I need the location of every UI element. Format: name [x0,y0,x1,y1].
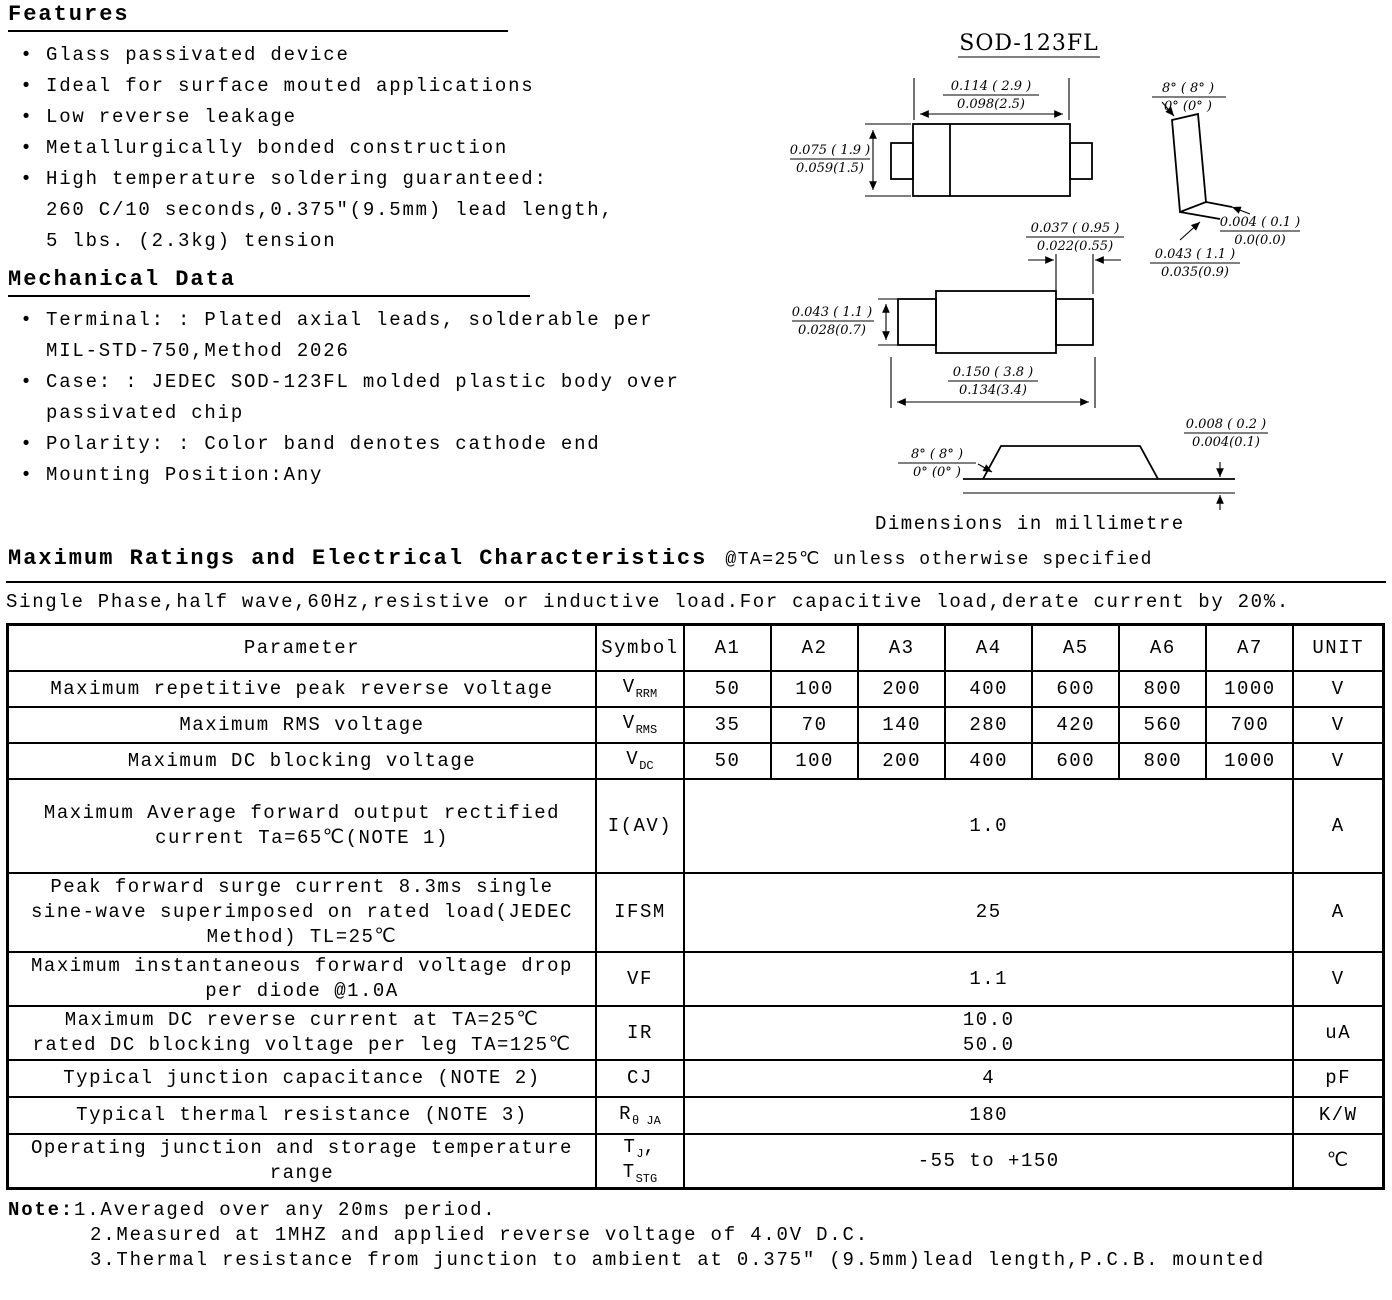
dim-total-width-inch: 0.150 ( 3.8 ) [952,365,1034,380]
bullet-icon: • [20,168,34,190]
bottom-right-pad [1056,299,1093,345]
unit-cell: V [1293,743,1383,779]
feature-text: 5 lbs. (2.3kg) tension [46,230,337,252]
ratings-subtitle: @TA=25℃ unless otherwise specified [725,550,1153,570]
feature-text: Low reverse leakage [46,106,297,128]
col-a3: A3 [858,625,945,671]
dim-total-width-mm: 0.134(3.4) [958,383,1028,398]
dim-pad-height-inch: 0.043 ( 1.1 ) [791,305,873,320]
table-row [8,707,1384,743]
value-cell: 800 [1119,671,1206,707]
table-row [8,671,1384,707]
bullet-icon: • [20,75,34,97]
value-cell: 1000 [1206,743,1293,779]
value-cell: 25 [684,873,1293,952]
side-profile [1172,114,1206,212]
symbol-cell: IFSM [596,873,684,952]
bullet-icon: • [20,106,34,128]
table-row [8,743,1384,779]
dim-standoff-mm: 0.004(0.1) [1191,435,1261,450]
dim-lead-angle-bottom-max: 8° ( 8° ) [910,447,964,462]
list-item [8,40,780,71]
left-lead [891,143,913,179]
dim-pad-height [792,299,898,345]
symbol-cell: CJ [596,1060,684,1097]
value-cell: 1.1 [684,952,1293,1006]
ratings-title: Maximum Ratings and Electrical Characteristics [8,546,708,571]
symbol-cell: $V_{DC}$ [596,743,684,779]
value-cell: 180 [684,1097,1293,1134]
symbol-cell: IR [596,1006,684,1060]
param-cell: Maximum repetitive peak reverse voltage [8,671,596,707]
list-item [8,460,780,491]
mechanical-list [8,305,780,491]
value-cell: 200 [858,671,945,707]
param-cell: Maximum RMS voltage [8,707,596,743]
param-cell: Peak forward surge current 8.3ms single sine-wave superimposed on rated load(JEDEC Method) TL=25℃ [8,873,596,952]
col-a1: A1 [684,625,771,671]
dim-lead-thickness-inch: 0.004 ( 0.1 ) [1219,215,1301,230]
table-row [8,1097,1384,1134]
note-text: 2.Measured at 1MHZ and applied reverse voltage of 4.0V D.C. [90,1223,869,1246]
dim-lead-thickness [1220,207,1300,248]
dim-lead-angle-top-max: 8° ( 8° ) [1161,81,1215,96]
note-text: 1.Averaged over any 20ms period. [74,1198,497,1221]
list-item [8,71,780,102]
param-cell: Typical junction capacitance (NOTE 2) [8,1060,596,1097]
value-cell: 4 [684,1060,1293,1097]
features-title: Features [8,2,508,32]
unit-cell: K/W [1293,1097,1383,1134]
bullet-icon: • [20,433,34,455]
unit-cell: A [1293,873,1383,952]
load-condition-text: Single Phase,half wave,60Hz,resistive or inductive load.For capacitive load,derate current by 20%. [6,581,1386,613]
symbol-cell: VF [596,952,684,1006]
table-row [8,952,1384,1006]
table-row [8,1006,1384,1060]
dim-body-height-mm: 0.059(1.5) [795,161,865,176]
unit-cell: uA [1293,1006,1383,1060]
note-text: 3.Thermal resistance from junction to ambient at 0.375″ (9.5mm)lead length,P.C.B. mounted [90,1248,1265,1271]
feature-text: Metallurgically bonded construction [46,137,509,159]
package-drawing [780,26,1392,544]
value-cell: 35 [684,707,771,743]
col-a2: A2 [771,625,858,671]
dim-body-width-inch: 0.114 ( 2.9 ) [950,79,1032,94]
value-cell: 420 [1032,707,1119,743]
package-body [913,124,1070,196]
unit-cell: A [1293,779,1383,873]
bullet-icon: • [20,371,34,393]
value-cell: 600 [1032,671,1119,707]
value-cell: 10.0 50.0 [684,1006,1293,1060]
dim-pad-height-mm: 0.028(0.7) [797,323,867,338]
dim-terminal-width-mm: 0.022(0.55) [1036,239,1114,254]
bottom-view [898,291,1093,353]
feature-text: 260 C/10 seconds,0.375″(9.5mm) lead length, [46,199,614,221]
dim-standoff [1184,417,1268,450]
value-cell: 50 [684,743,771,779]
dimensions-caption: Dimensions in millimetre [875,513,1185,535]
value-cell: -55 to +150 [684,1134,1293,1189]
ratings-heading [8,546,1386,571]
symbol-cell: I(AV) [596,779,684,873]
mech-text: Polarity: : Color band denotes cathode end [46,433,601,455]
col-symbol: Symbol [596,625,684,671]
param-cell: Maximum instantaneous forward voltage drop per diode @1.0A [8,952,596,1006]
bottom-body [936,291,1056,353]
dim-body-height [790,124,911,196]
value-cell: 50 [684,671,771,707]
feature-text: High temperature soldering guaranteed: [46,168,548,190]
package-title: SOD-123FL [959,31,1099,56]
side-view [1162,102,1232,219]
value-cell: 560 [1119,707,1206,743]
dim-terminal-width [1026,221,1124,294]
param-cell: Typical thermal resistance (NOTE 3) [8,1097,596,1134]
list-item [8,164,780,195]
ratings-table [6,623,1385,1190]
left-column [8,2,780,491]
bullet-icon: • [20,464,34,486]
col-a6: A6 [1119,625,1206,671]
dim-lead-angle-bottom-min: 0° (0° ) [913,465,961,480]
list-item [8,133,780,164]
mechanical-title: Mechanical Data [8,267,530,297]
dim-body-width-mm: 0.098(2.5) [956,97,1026,112]
table-row [8,1060,1384,1097]
list-item [8,429,780,460]
value-cell: 600 [1032,743,1119,779]
mech-text: MIL-STD-750,Method 2026 [46,340,350,362]
param-cell: Operating junction and storage temperature range [8,1134,596,1189]
seated-profile [983,446,1158,479]
value-cell: 100 [771,743,858,779]
value-cell: 400 [945,671,1032,707]
col-a4: A4 [945,625,1032,671]
symbol-cell: $V_{RRM}$ [596,671,684,707]
col-a7: A7 [1206,625,1293,671]
features-list [8,40,780,257]
mech-text: Case: : JEDEC SOD-123FL molded plastic body over [46,371,680,393]
bullet-icon: • [20,137,34,159]
list-item [8,102,780,133]
front-view [891,124,1092,196]
dim-terminal-width-inch: 0.037 ( 0.95 ) [1030,221,1120,236]
bullet-icon: • [20,309,34,331]
unit-cell: V [1293,671,1383,707]
dim-body-width [914,78,1069,120]
note-line [8,1198,1386,1223]
value-cell: 280 [945,707,1032,743]
param-cell: Maximum DC blocking voltage [8,743,596,779]
value-cell: 70 [771,707,858,743]
dim-terminal-height-inch: 0.043 ( 1.1 ) [1154,247,1236,262]
unit-cell: V [1293,952,1383,1006]
table-header-row [8,625,1384,671]
feature-text: Glass passivated device [46,44,350,66]
value-cell: 700 [1206,707,1293,743]
symbol-cell: $V_{RMS}$ [596,707,684,743]
col-a5: A5 [1032,625,1119,671]
dim-lead-angle-bottom [898,447,992,480]
value-cell: 400 [945,743,1032,779]
right-lead [1070,143,1092,179]
symbol-cell: $R_{\theta JA}$ [596,1097,684,1134]
list-item [8,305,780,336]
param-cell: Maximum DC reverse current at TA=25℃ rated DC blocking voltage per leg TA=125℃ [8,1006,596,1060]
mech-text: Terminal: : Plated axial leads, solderable per [46,309,654,331]
value-cell: 1000 [1206,671,1293,707]
value-cell: 200 [858,743,945,779]
value-cell: 100 [771,671,858,707]
notes-block [8,1198,1386,1273]
symbol-cell: $T_J$, $T_{STG}$ [596,1134,684,1189]
dim-lead-thickness-mm: 0.0(0.0) [1234,233,1286,248]
value-cell: 800 [1119,743,1206,779]
col-unit: UNIT [1293,625,1383,671]
seated-profile-view [963,446,1235,510]
bullet-icon: • [20,44,34,66]
dim-total-width [891,357,1095,408]
mech-text: passivated chip [46,402,245,424]
col-parameter: Parameter [8,625,596,671]
note-label: Note: [8,1198,75,1221]
dim-lead-angle-top [1152,81,1226,114]
feature-text: Ideal for surface mouted applications [46,75,535,97]
value-cell: 1.0 [684,779,1293,873]
ratings-section [0,546,1392,1273]
value-cell: 140 [858,707,945,743]
mech-text: Mounting Position:Any [46,464,324,486]
unit-cell: V [1293,707,1383,743]
dim-terminal-height-mm: 0.035(0.9) [1160,265,1230,280]
dim-lead-angle-top-min: 0° (0° ) [1164,99,1212,114]
param-cell: Maximum Average forward output rectified current Ta=65℃(NOTE 1) [8,779,596,873]
table-row [8,1134,1384,1189]
table-row [8,779,1384,873]
list-item [8,367,780,398]
dim-body-height-inch: 0.075 ( 1.9 ) [789,143,871,158]
table-row [8,873,1384,952]
bottom-left-pad [898,299,936,345]
unit-cell: pF [1293,1060,1383,1097]
unit-cell: ℃ [1293,1134,1383,1189]
dim-standoff-inch: 0.008 ( 0.2 ) [1185,417,1267,432]
package-drawing-svg [780,26,1392,544]
